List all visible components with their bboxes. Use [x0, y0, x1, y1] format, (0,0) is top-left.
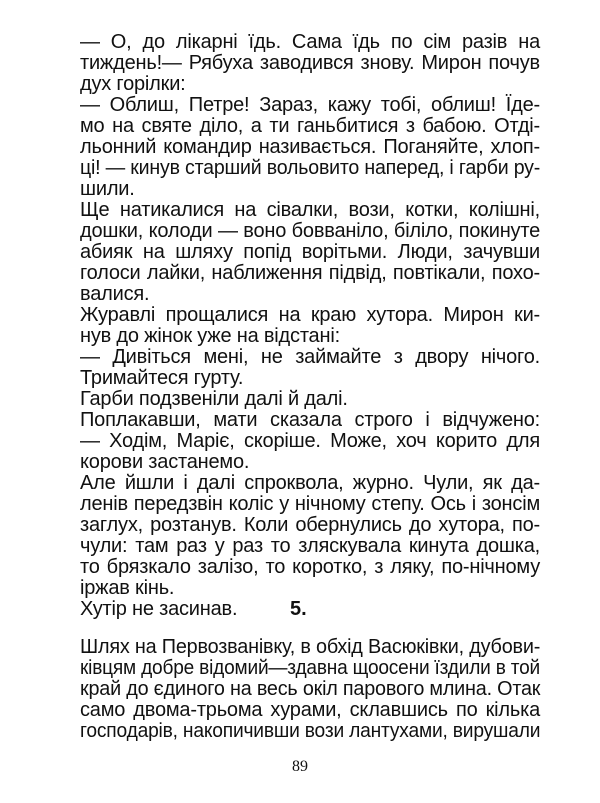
text-line: валися. — [80, 283, 150, 305]
text-line: — Облиш, Петре! Зараз, кажу тобі, облиш! Їде- — [80, 94, 540, 116]
text-line: нув до жінок уже на відстані: — [80, 325, 340, 347]
text-line: голоси лайки, наближення підвід, повтікали, похо- — [80, 262, 540, 284]
text-line: — Ходім, Маріє, скоріше. Може, хоч корито для — [80, 430, 540, 452]
text-line: ці! — кинув старший вольовито наперед, і гарби ру- — [80, 157, 541, 179]
text-line: ківцям добре відомий—здавна щоосени їздили в той — [80, 657, 541, 679]
text-line: само двома-трьома хурами, склавшись по кілька — [80, 699, 540, 721]
text-line: шили. — [80, 178, 135, 200]
text-line: дошки, колоди — воно бовваніло, біліло, покинуте — [80, 220, 540, 242]
text-line: Хутір не засинав. — [80, 598, 238, 620]
prose-block-bottom — [80, 637, 540, 742]
text-line: дух горілки: — [80, 73, 186, 95]
section-number: 5. — [290, 598, 307, 620]
text-line: Гарби подзвеніли далі й далі. — [80, 388, 348, 410]
text-line: абияк на шляху попід ворітьми. Люди, зачувши — [80, 241, 540, 263]
text-line: ленів передзвін коліс у нічному степу. Ось і зонсім — [80, 493, 540, 515]
text-line: — Дивіться мені, не займайте з двору нічого. — [80, 346, 540, 368]
text-line: господарів, накопичивши вози лантухами, вирушали — [80, 720, 541, 742]
text-line: заглух, розтанув. Коли обернулись до хутора, по- — [80, 514, 540, 536]
text-line: іржав кінь. — [80, 577, 175, 599]
text-line: Журавлі прощалися на краю хутора. Мирон ки- — [80, 304, 540, 326]
text-line: — О, до лікарні їдь. Сама їдь по сім разів на — [80, 31, 540, 53]
text-line: мо на святе діло, а ти ганьбитися з бабою. Отді- — [80, 115, 540, 137]
text-line: Ще натикалися на сівалки, вози, котки, колішні, — [80, 199, 540, 221]
text-line: чули: там раз у раз то зляскувала кинута дошка, — [80, 535, 540, 557]
text-line: корови застанемо. — [80, 451, 250, 473]
text-line: Тримайтеся гурту. — [80, 367, 244, 389]
text-line: Шлях на Первозванівку, в обхід Васюківки, дубови- — [80, 636, 541, 658]
text-line: Але йшли і далі спроквола, журно. Чули, як да- — [80, 472, 540, 494]
text-line: льонний командир називається. Поганяйте, хлоп- — [80, 136, 540, 158]
text-line: Поплакавши, мати сказала строго і відчужено: — [80, 409, 540, 431]
text-line: то брязкало залізо, то коротко, з ляку, по-нічному — [80, 556, 540, 578]
text-line: тиждень!— Рябуха заводився знову. Мирон почув — [80, 52, 540, 74]
prose-block-top — [80, 32, 540, 620]
text-line: край до єдиного на весь окіл парового млина. Отак — [80, 678, 541, 700]
page-number: 89 — [292, 758, 308, 775]
